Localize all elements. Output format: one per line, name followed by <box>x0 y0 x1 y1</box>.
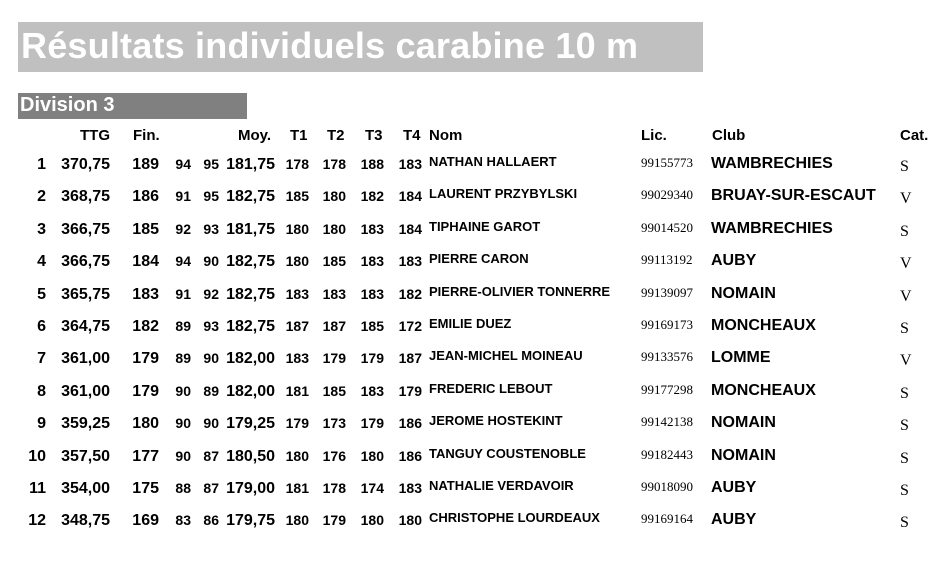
category-cell: S <box>900 158 909 175</box>
licence-cell: 99014520 <box>641 219 693 235</box>
ttg-cell: 361,00 <box>61 382 110 400</box>
t3-cell: 183 <box>360 382 384 399</box>
fin-cell: 179 <box>132 382 159 400</box>
moy-cell: 182,00 <box>226 382 275 400</box>
table-row <box>0 278 951 310</box>
name-cell: JEROME HOSTEKINT <box>429 413 563 429</box>
header-t4: T4 <box>403 127 421 144</box>
club-cell: MONCHEAUX <box>711 317 816 334</box>
header-t1: T1 <box>290 127 308 144</box>
score-a-cell: 90 <box>175 415 191 432</box>
t1-cell: 181 <box>285 480 309 496</box>
score-b-cell: 90 <box>203 415 219 432</box>
licence-cell: 99142138 <box>641 414 693 430</box>
club-cell: NOMAIN <box>711 284 776 302</box>
page-title: Résultats individuels carabine 10 m <box>21 25 639 66</box>
score-a-cell: 89 <box>175 350 191 367</box>
category-cell: V <box>900 287 912 305</box>
t4-cell: 179 <box>398 382 422 399</box>
club-cell: AUBY <box>711 511 757 529</box>
moy-cell: 182,75 <box>226 285 275 303</box>
category-cell: S <box>900 482 909 499</box>
table-row <box>0 504 951 536</box>
t2-cell: 185 <box>322 253 346 270</box>
name-cell: TANGUY COUSTENOBLE <box>429 445 586 461</box>
t3-cell: 183 <box>360 220 384 237</box>
ttg-cell: 359,25 <box>61 415 110 433</box>
t3-cell: 185 <box>360 318 384 334</box>
rank-cell: 9 <box>37 415 46 433</box>
division-banner <box>18 93 247 119</box>
score-b-cell: 93 <box>203 318 219 334</box>
score-b-cell: 87 <box>203 447 219 464</box>
club-cell: MONCHEAUX <box>711 381 816 399</box>
rank-cell: 2 <box>37 188 46 206</box>
t3-cell: 188 <box>360 156 384 172</box>
moy-cell: 181,75 <box>226 220 275 238</box>
table-row <box>0 407 951 439</box>
t4-cell: 172 <box>398 318 422 334</box>
t2-cell: 179 <box>322 512 346 529</box>
moy-cell: 182,75 <box>226 318 275 335</box>
t3-cell: 179 <box>360 350 384 367</box>
t1-cell: 181 <box>285 382 309 399</box>
score-a-cell: 90 <box>175 382 191 399</box>
moy-cell: 182,75 <box>226 188 275 206</box>
t2-cell: 176 <box>322 447 346 464</box>
header-fin: Fin. <box>133 127 160 144</box>
score-a-cell: 90 <box>175 447 191 464</box>
t2-cell: 180 <box>322 188 346 205</box>
table-row <box>0 375 951 407</box>
t3-cell: 180 <box>360 512 384 529</box>
score-a-cell: 89 <box>175 318 191 334</box>
t4-cell: 182 <box>398 285 422 302</box>
fin-cell: 177 <box>132 447 159 465</box>
club-cell: WAMBRECHIES <box>711 219 833 237</box>
category-cell: S <box>900 449 909 467</box>
licence-cell: 99177298 <box>641 381 693 397</box>
fin-cell: 185 <box>132 220 159 238</box>
licence-cell: 99169173 <box>641 317 693 332</box>
fin-cell: 169 <box>132 512 159 530</box>
table-row <box>0 472 951 504</box>
header-lic: Lic. <box>641 127 667 144</box>
licence-cell: 99182443 <box>641 446 693 462</box>
licence-cell: 99029340 <box>641 187 693 203</box>
t4-cell: 186 <box>398 447 422 464</box>
score-a-cell: 94 <box>175 253 191 270</box>
moy-cell: 179,75 <box>226 512 275 530</box>
t2-cell: 178 <box>322 156 346 172</box>
division-label: Division 3 <box>20 94 115 116</box>
licence-cell: 99155773 <box>641 155 693 170</box>
header-cat: Cat. <box>900 127 929 144</box>
club-cell: LOMME <box>711 349 771 367</box>
rank-cell: 5 <box>37 285 46 303</box>
score-b-cell: 86 <box>203 512 219 529</box>
category-cell: S <box>900 514 909 532</box>
rank-cell: 3 <box>37 220 46 238</box>
t4-cell: 183 <box>398 253 422 270</box>
score-b-cell: 93 <box>203 220 219 237</box>
score-a-cell: 94 <box>175 156 191 172</box>
fin-cell: 189 <box>132 156 159 173</box>
t1-cell: 187 <box>285 318 309 334</box>
title-banner <box>18 22 703 72</box>
name-cell: FREDERIC LEBOUT <box>429 380 553 396</box>
ttg-cell: 365,75 <box>61 285 110 303</box>
t2-cell: 173 <box>322 415 346 432</box>
club-cell: NOMAIN <box>711 414 776 432</box>
t1-cell: 180 <box>285 220 309 237</box>
club-cell: AUBY <box>711 252 757 270</box>
ttg-cell: 370,75 <box>61 156 110 173</box>
t4-cell: 183 <box>398 480 422 496</box>
t2-cell: 187 <box>322 318 346 334</box>
fin-cell: 182 <box>132 318 159 335</box>
club-cell: BRUAY-SUR-ESCAUT <box>711 187 876 205</box>
t1-cell: 178 <box>285 156 309 172</box>
header-moy: Moy. <box>238 127 272 144</box>
t3-cell: 182 <box>360 188 384 205</box>
t2-cell: 180 <box>322 220 346 237</box>
fin-cell: 180 <box>132 415 159 433</box>
ttg-cell: 366,75 <box>61 220 110 238</box>
category-cell: S <box>900 222 909 240</box>
header-nom: Nom <box>429 127 463 144</box>
ttg-cell: 368,75 <box>61 188 110 206</box>
table-row <box>0 180 951 212</box>
name-cell: LAURENT PRZYBYLSKI <box>429 186 578 202</box>
header-club: Club <box>712 127 746 144</box>
score-b-cell: 90 <box>203 253 219 270</box>
fin-cell: 184 <box>132 253 159 271</box>
t2-cell: 178 <box>322 480 346 496</box>
t4-cell: 184 <box>398 188 422 205</box>
score-b-cell: 95 <box>203 188 219 205</box>
ttg-cell: 366,75 <box>61 253 110 271</box>
ttg-cell: 364,75 <box>61 318 110 335</box>
moy-cell: 181,75 <box>226 156 275 173</box>
fin-cell: 186 <box>132 188 159 206</box>
score-a-cell: 91 <box>175 188 191 205</box>
score-b-cell: 90 <box>203 350 219 367</box>
moy-cell: 179,00 <box>226 480 275 497</box>
score-b-cell: 92 <box>203 285 219 302</box>
header-ttg: TTG <box>80 127 110 144</box>
category-cell: V <box>900 190 912 208</box>
name-cell: TIPHAINE GAROT <box>429 218 541 234</box>
table-row <box>0 342 951 374</box>
ttg-cell: 354,00 <box>61 480 110 497</box>
t3-cell: 183 <box>360 285 384 302</box>
t1-cell: 185 <box>285 188 309 205</box>
category-cell: V <box>900 255 912 273</box>
t4-cell: 183 <box>398 156 422 172</box>
name-cell: NATHAN HALLAERT <box>429 154 557 169</box>
t4-cell: 186 <box>398 415 422 432</box>
t2-cell: 179 <box>322 350 346 367</box>
table-row <box>0 440 951 472</box>
score-b-cell: 89 <box>203 382 219 399</box>
rank-cell: 12 <box>28 512 46 530</box>
t1-cell: 180 <box>285 253 309 270</box>
fin-cell: 179 <box>132 350 159 368</box>
name-cell: NATHALIE VERDAVOIR <box>429 478 574 493</box>
t2-cell: 183 <box>322 285 346 302</box>
rank-cell: 7 <box>37 350 46 368</box>
score-a-cell: 83 <box>175 512 191 529</box>
moy-cell: 182,00 <box>226 350 275 368</box>
category-cell: V <box>900 352 912 370</box>
licence-cell: 99018090 <box>641 479 693 494</box>
header-t2: T2 <box>327 127 345 144</box>
name-cell: JEAN-MICHEL MOINEAU <box>429 348 583 364</box>
ttg-cell: 348,75 <box>61 512 110 530</box>
t3-cell: 174 <box>360 480 384 496</box>
rank-cell: 6 <box>37 318 46 335</box>
category-cell: S <box>900 384 909 402</box>
fin-cell: 183 <box>132 285 159 303</box>
score-a-cell: 88 <box>175 480 191 496</box>
t1-cell: 180 <box>285 512 309 529</box>
category-cell: S <box>900 320 909 337</box>
t2-cell: 185 <box>322 382 346 399</box>
name-cell: PIERRE-OLIVIER TONNERRE <box>429 283 611 299</box>
score-a-cell: 91 <box>175 285 191 302</box>
fin-cell: 175 <box>132 480 159 497</box>
score-a-cell: 92 <box>175 220 191 237</box>
moy-cell: 180,50 <box>226 447 275 465</box>
rank-cell: 10 <box>28 447 46 465</box>
t3-cell: 180 <box>360 447 384 464</box>
header-t3: T3 <box>365 127 383 144</box>
table-row <box>0 310 951 342</box>
rank-cell: 8 <box>37 382 46 400</box>
moy-cell: 179,25 <box>226 415 275 433</box>
category-cell: S <box>900 417 909 435</box>
t3-cell: 183 <box>360 253 384 270</box>
t4-cell: 187 <box>398 350 422 367</box>
t4-cell: 180 <box>398 512 422 529</box>
name-cell: CHRISTOPHE LOURDEAUX <box>429 510 600 526</box>
name-cell: PIERRE CARON <box>429 251 529 267</box>
club-cell: NOMAIN <box>711 446 776 464</box>
t4-cell: 184 <box>398 220 422 237</box>
licence-cell: 99139097 <box>641 284 693 300</box>
club-cell: WAMBRECHIES <box>711 155 833 172</box>
ttg-cell: 361,00 <box>61 350 110 368</box>
t1-cell: 183 <box>285 350 309 367</box>
rank-cell: 4 <box>37 253 46 271</box>
ttg-cell: 357,50 <box>61 447 110 465</box>
licence-cell: 99169164 <box>641 511 693 527</box>
moy-cell: 182,75 <box>226 253 275 271</box>
table-row <box>0 245 951 277</box>
score-b-cell: 95 <box>203 156 219 172</box>
licence-cell: 99133576 <box>641 349 693 365</box>
t1-cell: 180 <box>285 447 309 464</box>
licence-cell: 99113192 <box>641 252 693 268</box>
rank-cell: 1 <box>37 156 46 173</box>
table-row <box>0 213 951 245</box>
name-cell: EMILIE DUEZ <box>429 316 512 331</box>
t1-cell: 179 <box>285 415 309 432</box>
t1-cell: 183 <box>285 285 309 302</box>
table-row <box>0 148 951 180</box>
rank-cell: 11 <box>29 480 46 497</box>
t3-cell: 179 <box>360 415 384 432</box>
score-b-cell: 87 <box>203 480 219 496</box>
club-cell: AUBY <box>711 479 757 496</box>
